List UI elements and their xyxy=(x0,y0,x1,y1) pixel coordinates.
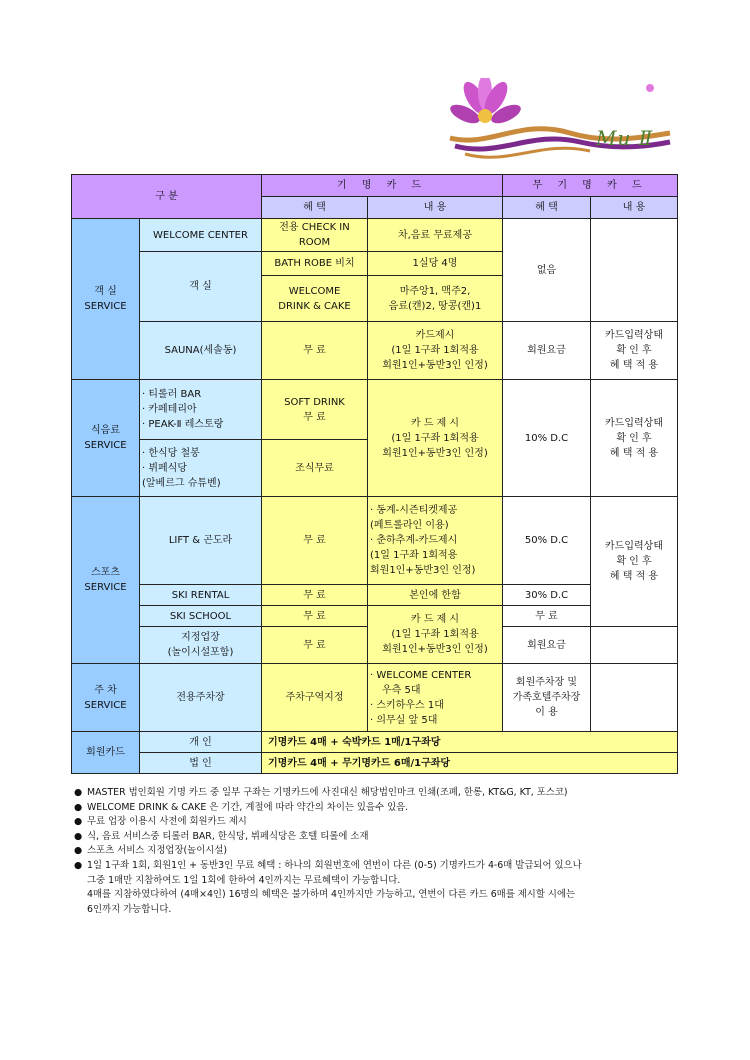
notes-list xyxy=(74,786,684,917)
welcome-center-benefit: 전용 CHECK IN ROOM xyxy=(262,219,368,252)
bathrobe-content: 1실당 4명 xyxy=(368,252,503,276)
note-continuation: 그중 1매만 지참하여도 1일 1회에 한하여 4인까지는 무료혜택이 가능합니다. xyxy=(87,874,401,886)
note-continuation: 6인까지 가능합니다. xyxy=(87,903,172,915)
sauna-unnamed-benefit: 회원요금 xyxy=(503,322,591,380)
welcome-drink-cake-content: 마주앙1, 맥주2, 음료(캔)2, 땅콩(캔)1 xyxy=(368,276,503,322)
parking-sub: 전용주차장 xyxy=(140,664,262,732)
food-venues-2: · 한식당 철봉 · 뷔페식당 (알베르그 슈튜벤) xyxy=(140,440,262,497)
note-item: ● 식, 음료 서비스중 티롤러 BAR, 한식당, 뷔페식당은 호텔 티롤에 소재 xyxy=(74,830,369,842)
brand-logo-text: Mu Ⅱ xyxy=(596,126,654,150)
ski-school-unnamed: 무 료 xyxy=(503,606,591,627)
note-item: ● 스포츠 서비스 지정업장(놀이시설) xyxy=(74,845,228,857)
sauna: SAUNA(세솔동) xyxy=(140,322,262,380)
parking-content: · WELCOME CENTER 우측 5대 · 스키하우스 1대 · 의무실 앞 5대 xyxy=(368,664,503,732)
room-unnamed-none: 없음 xyxy=(503,219,591,322)
member-corporate-text: 기명카드 4매 + 무기명카드 6매/1구좌당 xyxy=(262,753,678,774)
designated-zone: 지정업장 (놀이시설포함) xyxy=(140,627,262,664)
note-continuation: 4매를 지참하였다하여 (4매×4인) 16명의 혜택은 불가하며 4인까지만 가능하고, 연번이 다른 카드 6매를 제시할 시에는 xyxy=(87,889,576,901)
parking-unnamed: 회원주차장 및 가족호텔주차장 이 용 xyxy=(503,664,591,732)
category-parking: 주 차 SERVICE xyxy=(72,664,140,732)
sports-unnamed-content: 카드입력상태 확 인 후 혜 택 적 용 xyxy=(591,497,678,627)
room-sub: 객 실 xyxy=(140,252,262,322)
category-room: 객 실 SERVICE xyxy=(72,219,140,380)
zone-unnamed-content xyxy=(591,627,678,664)
bathrobe: BATH ROBE 비치 xyxy=(262,252,368,276)
member-corporate: 법 인 xyxy=(140,753,262,774)
lift: LIFT & 곤도라 xyxy=(140,497,262,585)
food-content: 카 드 제 시 (1일 1구좌 1회적용 회원1인+동반3인 인정) xyxy=(368,380,503,497)
ski-rental: SKI RENTAL xyxy=(140,585,262,606)
category-sports: 스포츠 SERVICE xyxy=(72,497,140,664)
welcome-center-content: 차,음료 무료제공 xyxy=(368,219,503,252)
parking-unnamed-content xyxy=(591,664,678,732)
food-unnamed-content: 카드입력상태 확 인 후 혜 택 적 용 xyxy=(591,380,678,497)
header-named-card: 기 명 카 드 xyxy=(262,175,503,197)
zone-benefit: 무 료 xyxy=(262,627,368,664)
ski-rental-benefit: 무 료 xyxy=(262,585,368,606)
header-content: 내 용 xyxy=(368,197,503,219)
sauna-unnamed-content: 카드입력상태 확 인 후 혜 택 적 용 xyxy=(591,322,678,380)
member-personal: 개 인 xyxy=(140,732,262,753)
note-item: ● WELCOME DRINK & CAKE 은 기간, 계절에 따라 약간의 차이는 있을수 있음. xyxy=(74,801,409,813)
note-item: ● MASTER 법인회원 기명 카드 중 일부 구좌는 기명카드에 사진대신 해당법인마크 인쇄(조폐, 한롱, KT&G, KT, 포스코) xyxy=(74,787,568,798)
room-unnamed-content xyxy=(591,219,678,322)
zone-unnamed: 회원요금 xyxy=(503,627,591,664)
lift-content: · 동계-시즌티켓제공 (페트롤라인 이용) · 춘하추계-카드제시 (1일 1구좌 1회적용 회원1인+동반3인 인정) xyxy=(368,497,503,585)
note-item: ● 무료 업장 이용시 사전에 회원카드 제시 xyxy=(74,816,247,828)
sauna-benefit: 무 료 xyxy=(262,322,368,380)
header-gubun: 구 분 xyxy=(72,175,262,219)
food-venues-1: · 티롤러 BAR · 카페테리아 · PEAK-Ⅱ 레스토랑 xyxy=(140,380,262,440)
header-unnamed-card: 무 기 명 카 드 xyxy=(503,175,678,197)
category-food: 식음료 SERVICE xyxy=(72,380,140,497)
header-content-unnamed: 내 용 xyxy=(591,197,678,219)
member-personal-text: 기명카드 4매 + 숙박카드 1매/1구좌당 xyxy=(262,732,678,753)
food-benefit-2: 조식무료 xyxy=(262,440,368,497)
header-benefit-unnamed: 혜 택 xyxy=(503,197,591,219)
header-benefit: 혜 택 xyxy=(262,197,368,219)
lift-dc: 50% D.C xyxy=(503,497,591,585)
note-item: ● 1일 1구좌 1회, 회원1인 + 동반3인 무료 혜택 : 하나의 회원번호에 연번이 다른 (0-5) 기명카드가 4-6매 발급되어 있으나 xyxy=(74,859,582,871)
ski-rental-dc: 30% D.C xyxy=(503,585,591,606)
food-dc: 10% D.C xyxy=(503,380,591,497)
sauna-content: 카드제시 (1일 1구좌 1회적용 회원1인+동반3인 인정) xyxy=(368,322,503,380)
food-benefit-1: SOFT DRINK 무 료 xyxy=(262,380,368,440)
ski-school-content: 카 드 제 시 (1일 1구좌 1회적용 회원1인+동반3인 인정) xyxy=(368,606,503,664)
parking-benefit: 주차구역지정 xyxy=(262,664,368,732)
welcome-center: WELCOME CENTER xyxy=(140,219,262,252)
ski-school-benefit: 무 료 xyxy=(262,606,368,627)
lift-benefit: 무 료 xyxy=(262,497,368,585)
ski-rental-content: 본인에 한함 xyxy=(368,585,503,606)
ski-school: SKI SCHOOL xyxy=(140,606,262,627)
welcome-drink-cake: WELCOME DRINK & CAKE xyxy=(262,276,368,322)
category-member: 회원카드 xyxy=(72,732,140,774)
benefits-table xyxy=(71,174,678,774)
